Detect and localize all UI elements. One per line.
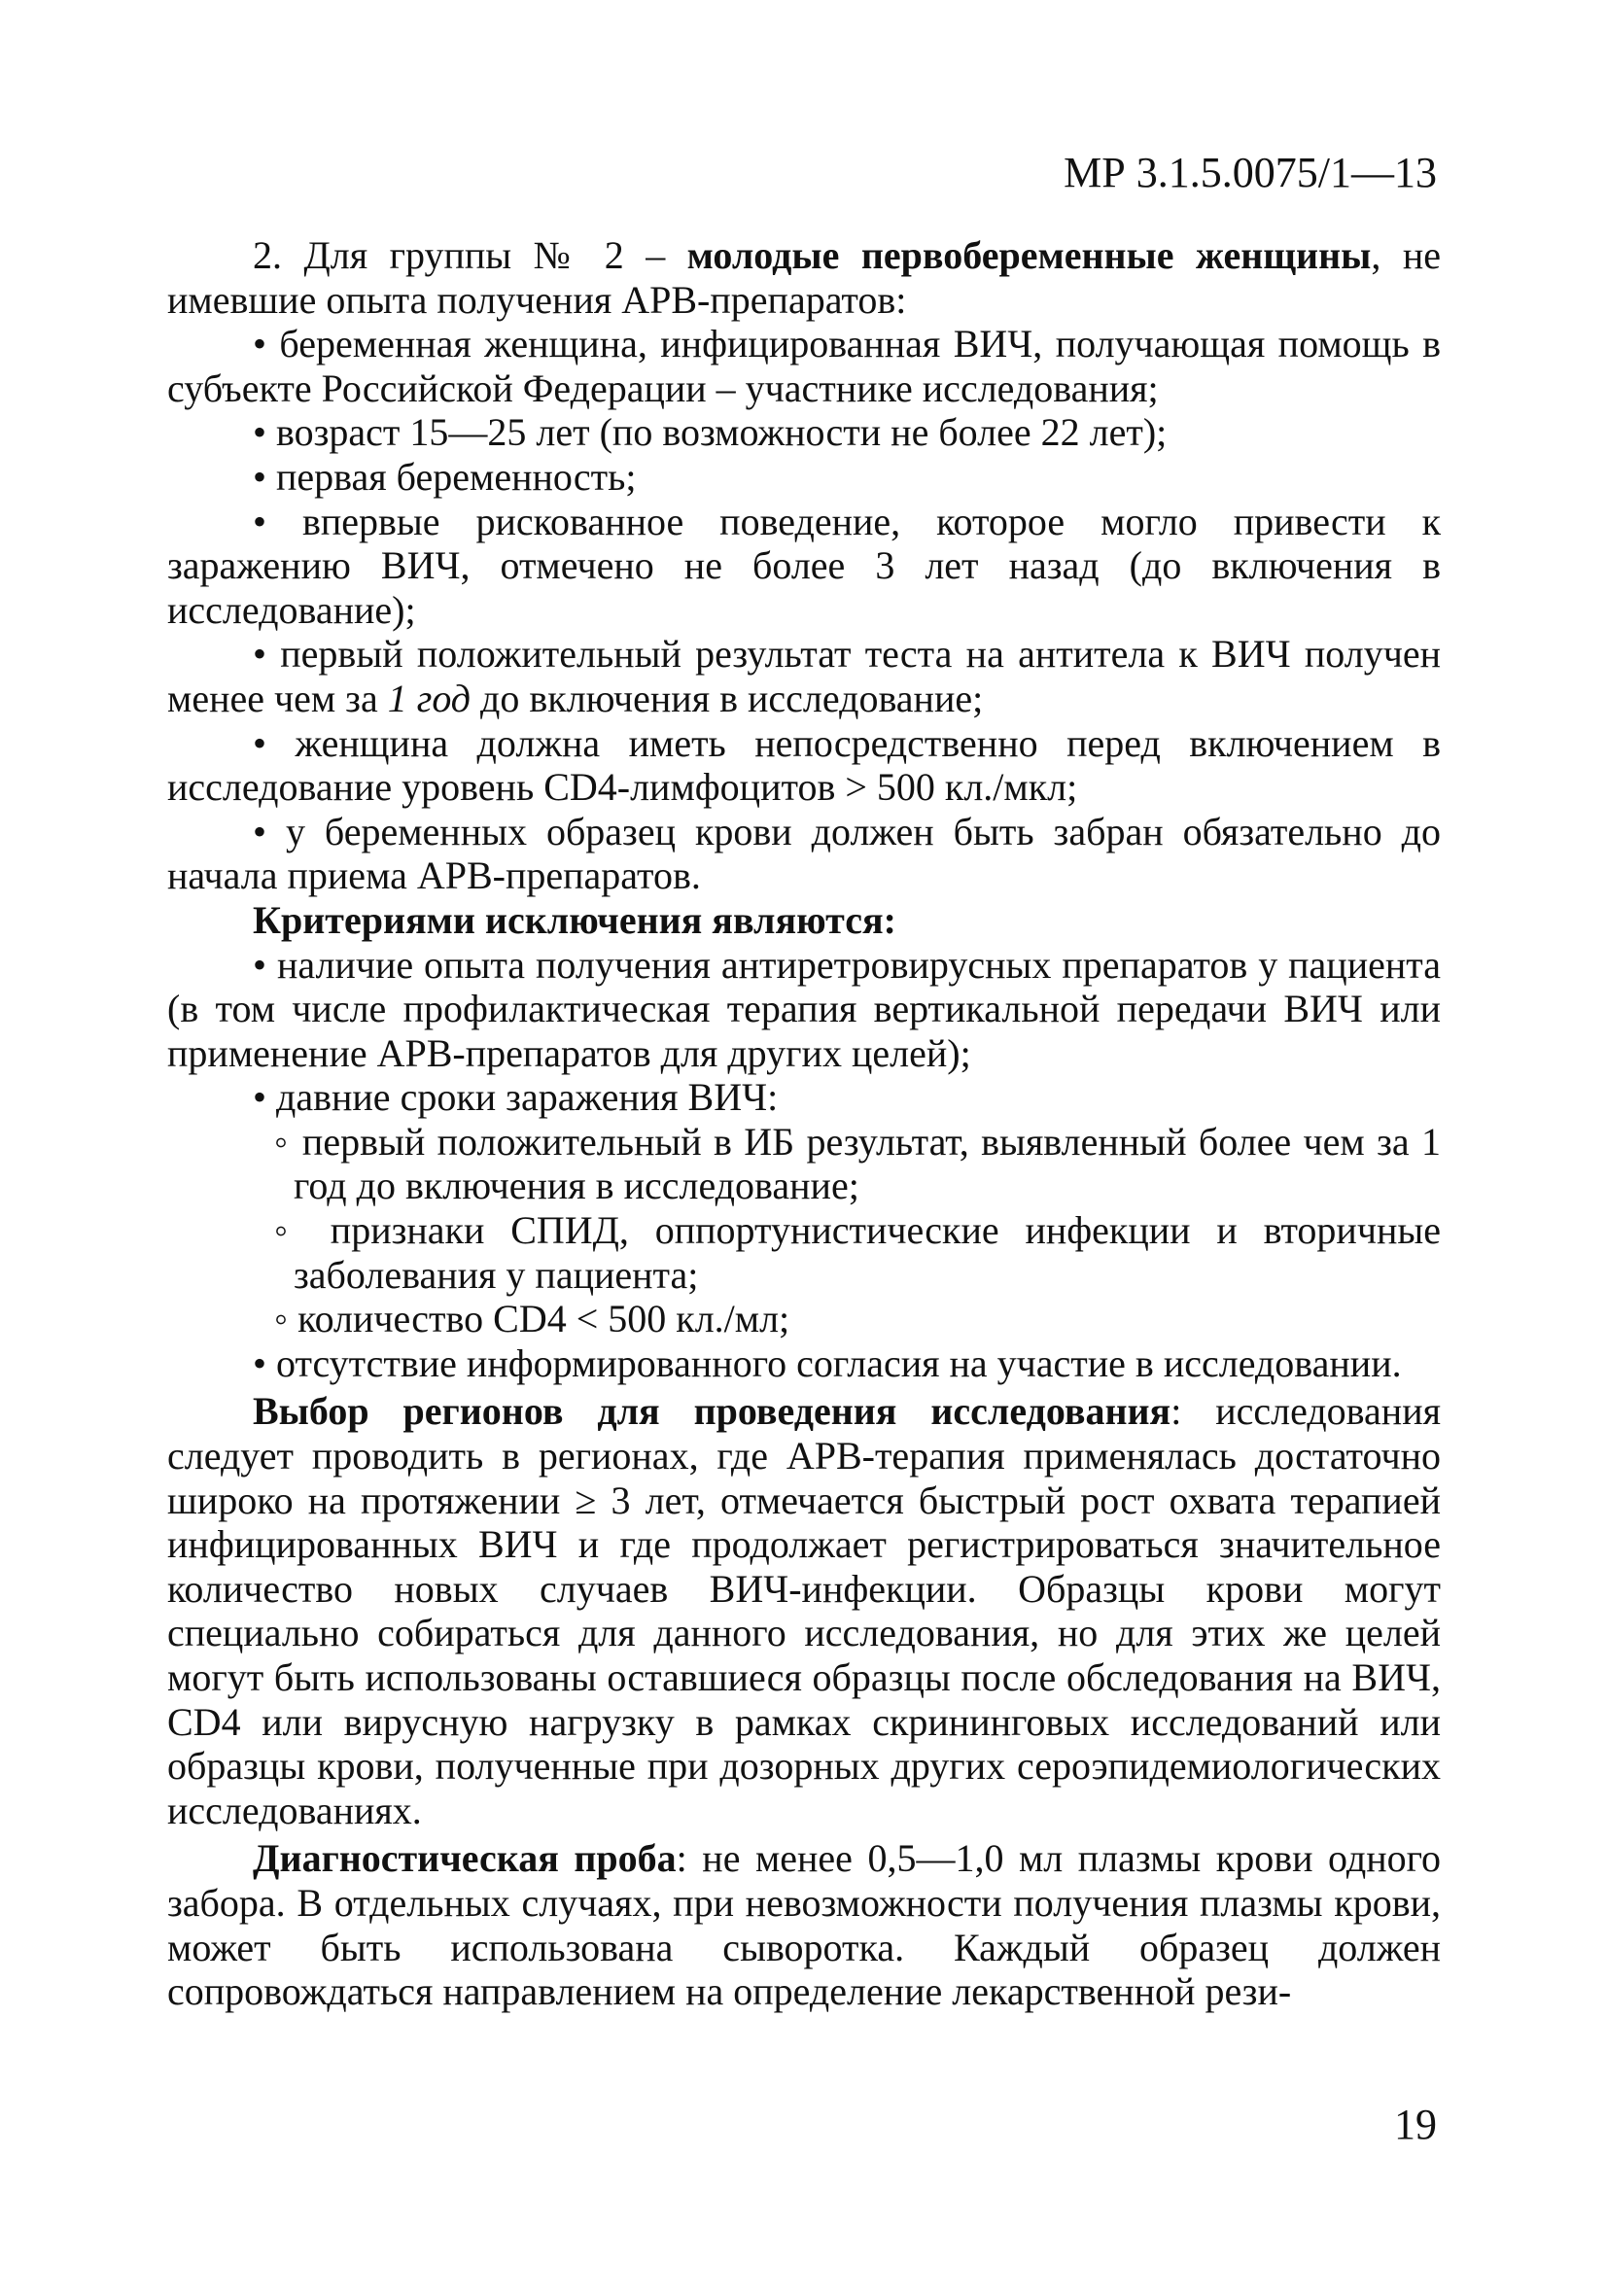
sample-paragraph (167, 1836, 1441, 2013)
criteria-item: • у беременных образец крови должен быть забран обязательно до начала приема АРВ-препаратов. (167, 809, 1441, 898)
criteria-item: • женщина должна иметь непосредственно перед включением в исследование уровень CD4-лимфоцитов > 500 кл./мкл; (167, 720, 1441, 810)
exclusion-item: • наличие опыта получения антиретровирусных препаратов у пациента (в том числе профилактическая терапия вертикальной передачи ВИЧ или применение АРВ-препаратов для других целей); (167, 942, 1441, 1075)
regions-text: : исследования следует проводить в регионах, где АРВ-терапия применялась достаточно широко на протяжении ≥ 3 лет, отмечается быстрый рост охвата терапией инфицированных ВИЧ и где продолжает регистрироваться значительное количество новых случаев ВИЧ-инфекции. Образцы крови могут специально собираться для данного исследования, но для этих же целей могут быть использованы оставшиеся образцы после обследования на ВИЧ, CD4 или вирусную нагрузку в рамках скрининговых исследований или образцы крови, полученные при дозорных других сероэпидемиологических исследованиях. (167, 1389, 1442, 1832)
criteria-item-text-b: до включения в исследование; (471, 676, 984, 720)
exclusion-sub-item: ◦ первый положительный в ИБ результат, выявленный более чем за 1 год до включения в исследование; (274, 1119, 1441, 1208)
criteria-item (167, 632, 1441, 720)
regions-heading: Выбор регионов для проведения исследования (253, 1389, 1171, 1434)
exclusion-sub-item: ◦ количество CD4 < 500 кл./мл; (274, 1297, 790, 1341)
group2-lead-bold: молодые первобеременные женщины (686, 233, 1372, 277)
group2-intro-paragraph (167, 233, 1441, 322)
criteria-item: • впервые рискованное поведение, которое могло привести к заражению ВИЧ, отмечено не более 3 лет назад (до включения в исследование); (167, 499, 1441, 632)
criteria-item: • первая беременность; (253, 454, 637, 499)
exclusion-sub-item: ◦ признаки СПИД, оппортунистические инфекции и вторичные заболевания у пациента; (274, 1208, 1441, 1297)
page-number: 19 (1394, 2101, 1437, 2148)
document-code: МР 3.1.5.0075/1—13 (1064, 149, 1437, 196)
exclusion-item: • отсутствие информированного согласия на участие в исследовании. (253, 1340, 1402, 1385)
criteria-item: • беременная женщина, инфицированная ВИЧ, получающая помощь в субъекте Российской Федерации – участнике исследования; (167, 322, 1441, 410)
criteria-item-italic: 1 год (387, 676, 472, 720)
exclusion-item: • давние сроки заражения ВИЧ: (253, 1075, 779, 1120)
exclusion-heading: Критериями исключения являются: (253, 897, 896, 942)
criteria-item-text-a: • первый положительный результат теста на антитела к ВИЧ получен менее чем за (167, 632, 1441, 720)
regions-paragraph (167, 1389, 1441, 1832)
sample-text: : не менее 0,5—1,0 мл плазмы крови одного забора. В отдельных случаях, при невозможности получения плазмы крови, может быть использована сыворотка. Каждый образец должен сопровождаться направлением на определение лекарственной рези- (167, 1836, 1442, 2014)
body-text (167, 233, 1441, 2014)
group2-lead-tail: , не имевшие опыта получения АРВ-препаратов: (167, 233, 1442, 322)
group2-lead: 2. Для группы № 2 – (253, 233, 687, 277)
criteria-item: • возраст 15—25 лет (по возможности не более 22 лет); (253, 410, 1168, 455)
sample-heading: Диагностическая проба (253, 1836, 677, 1881)
